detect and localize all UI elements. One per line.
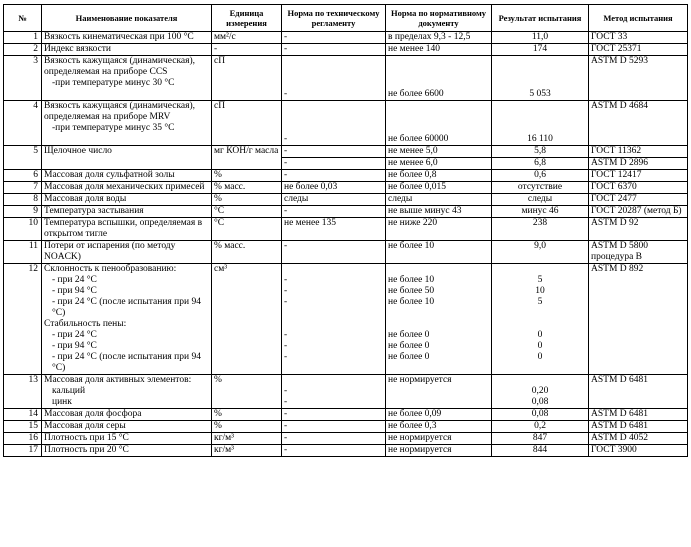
header-doc-norm: Норма по нормативному документу <box>386 5 492 32</box>
indicator-condition: цинк <box>52 397 72 407</box>
result-value: 0 <box>537 352 543 362</box>
table-row <box>4 32 688 44</box>
doc-norm-value: не более 6600 <box>388 89 444 99</box>
doc-norm: не нормируется <box>386 375 492 409</box>
indicator-name: Массовая доля серы <box>42 421 212 433</box>
indicator-condition: - при 24 °С <box>52 330 97 340</box>
unit: кг/м³ <box>212 433 282 445</box>
tech-norm: не менее 135 <box>282 218 386 241</box>
indicator-name: Вязкость кинематическая при 100 °С <box>42 32 212 44</box>
indicator-condition: - при 24 °С <box>52 275 97 285</box>
indicator-name: Индекс вязкости <box>42 44 212 56</box>
result: следы <box>492 194 589 206</box>
row-number: 16 <box>4 433 42 445</box>
doc-norm-value: не более 10 <box>388 297 435 307</box>
doc-norm-value: не более 10 <box>388 275 435 285</box>
row-number: 17 <box>4 445 42 457</box>
doc-norm <box>386 101 492 146</box>
tech-norm-value: - <box>284 275 288 285</box>
result-value: 5 053 <box>529 89 551 99</box>
indicator-name: Плотность при 15 °С <box>42 433 212 445</box>
result-value: 0,20 <box>531 386 549 396</box>
result-value: 10 <box>535 286 545 296</box>
unit: % <box>212 194 282 206</box>
doc-norm-value: не более 60000 <box>388 134 449 144</box>
unit: °С <box>212 206 282 218</box>
unit: сП <box>212 56 282 101</box>
indicator-condition: кальций <box>52 386 86 396</box>
table-row <box>4 44 688 56</box>
indicator-name: Температура вспышки, определяемая в открытом тигле <box>42 218 212 241</box>
method: ГОСТ 11362 <box>589 146 688 158</box>
doc-norm: не более 0,3 <box>386 421 492 433</box>
result <box>492 56 589 101</box>
tech-norm-value: - <box>284 89 288 99</box>
doc-norm: не более 0,8 <box>386 170 492 182</box>
result-value: 0 <box>537 341 543 351</box>
doc-norm: в пределах 9,3 - 12,5 <box>386 32 492 44</box>
doc-norm: не менее 6,0 <box>386 158 492 170</box>
method: ГОСТ 3900 <box>589 445 688 457</box>
result-value: 0 <box>537 330 543 340</box>
table-row <box>4 375 688 409</box>
indicator-title: Вязкость кажущаяся (динамическая), определяемая на приборе CCS <box>44 56 196 77</box>
row-number: 4 <box>4 101 42 146</box>
result <box>492 101 589 146</box>
doc-norm: не более 0,09 <box>386 409 492 421</box>
indicator-name <box>42 56 212 101</box>
indicator-title: Массовая доля активных элементов: <box>44 375 192 385</box>
tech-norm: следы <box>282 194 386 206</box>
doc-norm: не более 0,015 <box>386 182 492 194</box>
doc-norm: не выше минус 43 <box>386 206 492 218</box>
tech-norm-value: - <box>284 330 288 340</box>
indicator-name <box>42 101 212 146</box>
unit: % <box>212 375 282 409</box>
tech-norm: - <box>282 44 386 56</box>
tech-norm: - <box>282 158 386 170</box>
doc-norm-value: не более 0 <box>388 341 430 351</box>
tech-norm-value: - <box>284 352 288 362</box>
table-row <box>4 409 688 421</box>
header-unit: Единица измерения <box>212 5 282 32</box>
method: ASTM D 4684 <box>589 101 688 146</box>
indicator-condition: - при 94 °С <box>52 341 97 351</box>
row-number: 10 <box>4 218 42 241</box>
indicator-name: Массовая доля воды <box>42 194 212 206</box>
row-number: 14 <box>4 409 42 421</box>
result: минус 46 <box>492 206 589 218</box>
result: 844 <box>492 445 589 457</box>
table-row <box>4 56 688 101</box>
method: ASTM D 892 <box>589 264 688 375</box>
tech-norm: - <box>282 445 386 457</box>
tech-norm-value: - <box>284 134 288 144</box>
indicator-condition: -при температуре минус 30 °С <box>52 78 175 88</box>
method: ГОСТ 33 <box>589 32 688 44</box>
header-result: Результат испытания <box>492 5 589 32</box>
indicator-title: Вязкость кажущаяся (динамическая), определяемая на приборе MRV <box>44 101 196 122</box>
header-indicator: Наименование показателя <box>42 5 212 32</box>
indicator-name: Плотность при 20 °С <box>42 445 212 457</box>
unit: % <box>212 421 282 433</box>
row-number: 7 <box>4 182 42 194</box>
indicator-condition: - при 94 °С <box>52 286 97 296</box>
row-number: 11 <box>4 241 42 264</box>
tech-norm-value: - <box>284 397 288 407</box>
method: ГОСТ 12417 <box>589 170 688 182</box>
tech-norm-value: - <box>284 341 288 351</box>
header-row <box>4 5 688 32</box>
table-row <box>4 170 688 182</box>
indicator-condition: - при 24 °С (после испытания при 94 °С) <box>52 352 201 373</box>
row-number: 13 <box>4 375 42 409</box>
document-page <box>3 4 687 457</box>
tech-norm: - <box>282 170 386 182</box>
row-number: 12 <box>4 264 42 375</box>
test-results-table <box>3 4 688 457</box>
unit: кг/м³ <box>212 445 282 457</box>
header-tech-norm: Норма по техническому регламенту <box>282 5 386 32</box>
unit: - <box>212 44 282 56</box>
tech-norm: - <box>282 206 386 218</box>
doc-norm-value: не более 50 <box>388 286 435 296</box>
row-number: 9 <box>4 206 42 218</box>
result-value: 16 110 <box>527 134 553 144</box>
indicator-title: Склонность к пенообразованию: <box>44 264 177 274</box>
row-number: 2 <box>4 44 42 56</box>
method: ASTM D 2896 <box>589 158 688 170</box>
tech-norm: - <box>282 409 386 421</box>
doc-norm: не более 10 <box>386 241 492 264</box>
doc-norm: не ниже 220 <box>386 218 492 241</box>
indicator-name <box>42 375 212 409</box>
tech-norm: - <box>282 241 386 264</box>
unit: % масс. <box>212 241 282 264</box>
result <box>492 264 589 375</box>
doc-norm: не менее 5,0 <box>386 146 492 158</box>
unit: % масс. <box>212 182 282 194</box>
method: ГОСТ 25371 <box>589 44 688 56</box>
tech-norm <box>282 101 386 146</box>
method: ГОСТ 6370 <box>589 182 688 194</box>
doc-norm <box>386 56 492 101</box>
unit: % <box>212 170 282 182</box>
tech-norm-value: - <box>284 386 288 396</box>
doc-norm-value: не более 0 <box>388 330 430 340</box>
indicator-subtitle: Стабильность пены: <box>44 319 127 329</box>
method: ASTM D 5293 <box>589 56 688 101</box>
unit: мг КОН/г масла <box>212 146 282 170</box>
row-number: 5 <box>4 146 42 170</box>
result: 238 <box>492 218 589 241</box>
result-value: 0,08 <box>531 397 549 407</box>
unit: °С <box>212 218 282 241</box>
tech-norm-value: - <box>284 286 288 296</box>
doc-norm-value: не более 0 <box>388 352 430 362</box>
doc-norm: не нормируется <box>386 445 492 457</box>
indicator-name: Массовая доля механических примесей <box>42 182 212 194</box>
tech-norm <box>282 264 386 375</box>
method: ASTM D 6481 <box>589 375 688 409</box>
result: 11,0 <box>492 32 589 44</box>
table-row <box>4 206 688 218</box>
row-number: 6 <box>4 170 42 182</box>
doc-norm: следы <box>386 194 492 206</box>
row-number: 3 <box>4 56 42 101</box>
indicator-name: Массовая доля фосфора <box>42 409 212 421</box>
result: 5,8 <box>492 146 589 158</box>
method: ASTM D 5800 процедура В <box>589 241 688 264</box>
tech-norm <box>282 56 386 101</box>
doc-norm: не нормируется <box>386 433 492 445</box>
table-row <box>4 182 688 194</box>
indicator-name: Щелочное число <box>42 146 212 170</box>
header-method: Метод испытания <box>589 5 688 32</box>
indicator-name <box>42 264 212 375</box>
doc-norm: не менее 140 <box>386 44 492 56</box>
tech-norm: - <box>282 421 386 433</box>
doc-norm <box>386 264 492 375</box>
result: 174 <box>492 44 589 56</box>
result: 847 <box>492 433 589 445</box>
result: 9,0 <box>492 241 589 264</box>
result: 6,8 <box>492 158 589 170</box>
indicator-condition: -при температуре минус 35 °С <box>52 123 175 133</box>
table-row <box>4 146 688 158</box>
tech-norm: не более 0,03 <box>282 182 386 194</box>
row-number: 1 <box>4 32 42 44</box>
table-row <box>4 264 688 375</box>
result: 0,6 <box>492 170 589 182</box>
method: ASTM D 92 <box>589 218 688 241</box>
table-row <box>4 445 688 457</box>
indicator-condition: - при 24 °С (после испытания при 94 °С) <box>52 297 201 318</box>
method: ASTM D 4052 <box>589 433 688 445</box>
table-row <box>4 101 688 146</box>
method: ГОСТ 20287 (метод Б) <box>589 206 688 218</box>
table-row <box>4 194 688 206</box>
result: 0,08 <box>492 409 589 421</box>
table-row <box>4 241 688 264</box>
table-row <box>4 433 688 445</box>
unit: сП <box>212 101 282 146</box>
indicator-name: Потери от испарения (по методу NOACK) <box>42 241 212 264</box>
unit: мм²/с <box>212 32 282 44</box>
result <box>492 375 589 409</box>
tech-norm-value: - <box>284 297 288 307</box>
tech-norm: - <box>282 32 386 44</box>
table-row <box>4 421 688 433</box>
unit: см³ <box>212 264 282 375</box>
tech-norm: - <box>282 433 386 445</box>
row-number: 15 <box>4 421 42 433</box>
header-number: № <box>4 5 42 32</box>
method: ASTM D 6481 <box>589 421 688 433</box>
result-value: 5 <box>537 297 543 307</box>
result: 0,2 <box>492 421 589 433</box>
method: ASTM D 6481 <box>589 409 688 421</box>
indicator-name: Температура застывания <box>42 206 212 218</box>
tech-norm: - <box>282 146 386 158</box>
result: отсутствие <box>492 182 589 194</box>
tech-norm <box>282 375 386 409</box>
method: ГОСТ 2477 <box>589 194 688 206</box>
unit: % <box>212 409 282 421</box>
row-number: 8 <box>4 194 42 206</box>
table-row <box>4 218 688 241</box>
result-value: 5 <box>537 275 543 285</box>
indicator-name: Массовая доля сульфатной золы <box>42 170 212 182</box>
